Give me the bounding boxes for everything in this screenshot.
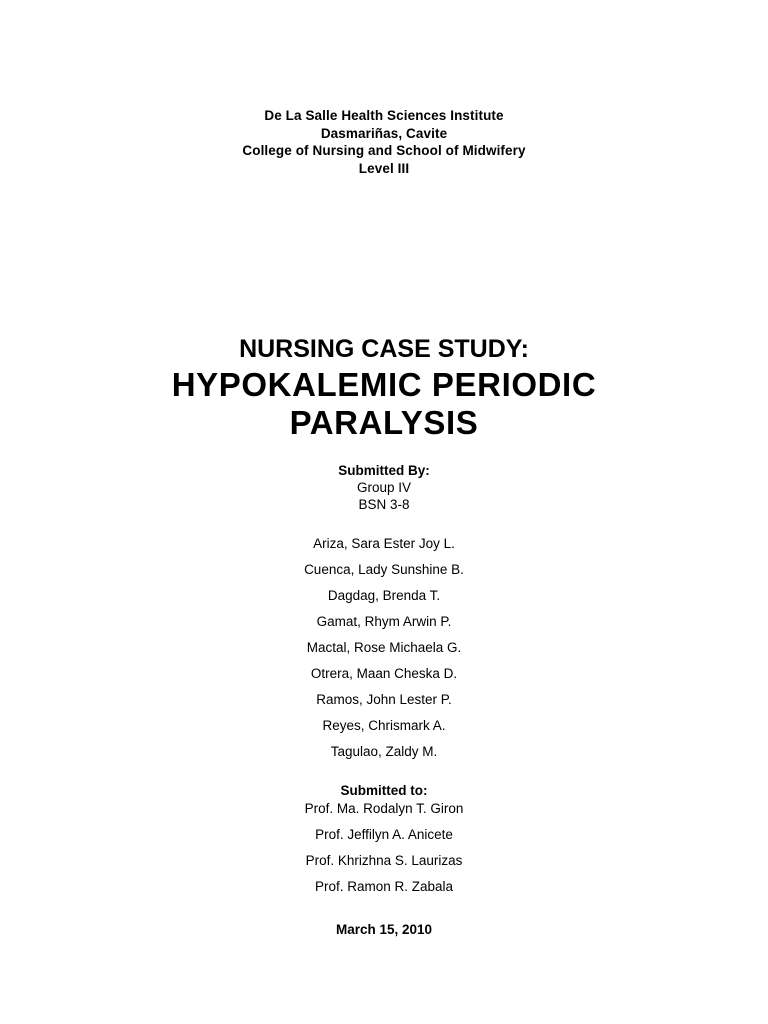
member-name: Gamat, Rhym Arwin P. — [316, 614, 452, 629]
document-subtitle: NURSING CASE STUDY: — [239, 335, 529, 363]
member-name: Tagulao, Zaldy M. — [330, 744, 438, 759]
institution-header — [0, 107, 768, 177]
submission-date: March 15, 2010 — [335, 922, 433, 937]
member-name: Dagdag, Brenda T. — [327, 588, 441, 603]
member-name: Ramos, John Lester P. — [316, 692, 452, 707]
institution-name: De La Salle Health Sciences Institute — [264, 108, 504, 123]
member-list — [0, 531, 768, 765]
group-name: Group IV — [356, 480, 412, 495]
document-title — [0, 366, 768, 442]
submitted-to-label: Submitted to: — [340, 783, 428, 798]
member-name: Cuenca, Lady Sunshine B. — [304, 562, 464, 577]
member-name: Mactal, Rose Michaela G. — [306, 640, 462, 655]
member-name: Ariza, Sara Ester Joy L. — [313, 536, 455, 551]
submitted-by-label: Submitted By: — [338, 463, 430, 478]
section-name: BSN 3-8 — [358, 497, 410, 512]
professor-list — [0, 796, 768, 900]
member-name: Otrera, Maan Cheska D. — [310, 666, 458, 681]
submitted-to-section — [0, 782, 768, 900]
professor-name: Prof. Jeffilyn A. Anicete — [315, 827, 453, 842]
title-line-1: HYPOKALEMIC PERIODIC — [171, 366, 597, 403]
year-level: Level III — [358, 160, 410, 176]
title-line-2: PARALYSIS — [289, 404, 479, 441]
professor-name: Prof. Khrizhna S. Laurizas — [305, 853, 463, 868]
college-name: College of Nursing and School of Midwifery — [242, 143, 526, 158]
professor-name: Prof. Ramon R. Zabala — [314, 879, 454, 894]
submitted-by-section — [0, 462, 768, 513]
professor-name: Prof. Ma. Rodalyn T. Giron — [304, 801, 464, 816]
institution-location: Dasmariñas, Cavite — [320, 125, 448, 141]
member-name: Reyes, Chrismark A. — [322, 718, 446, 733]
